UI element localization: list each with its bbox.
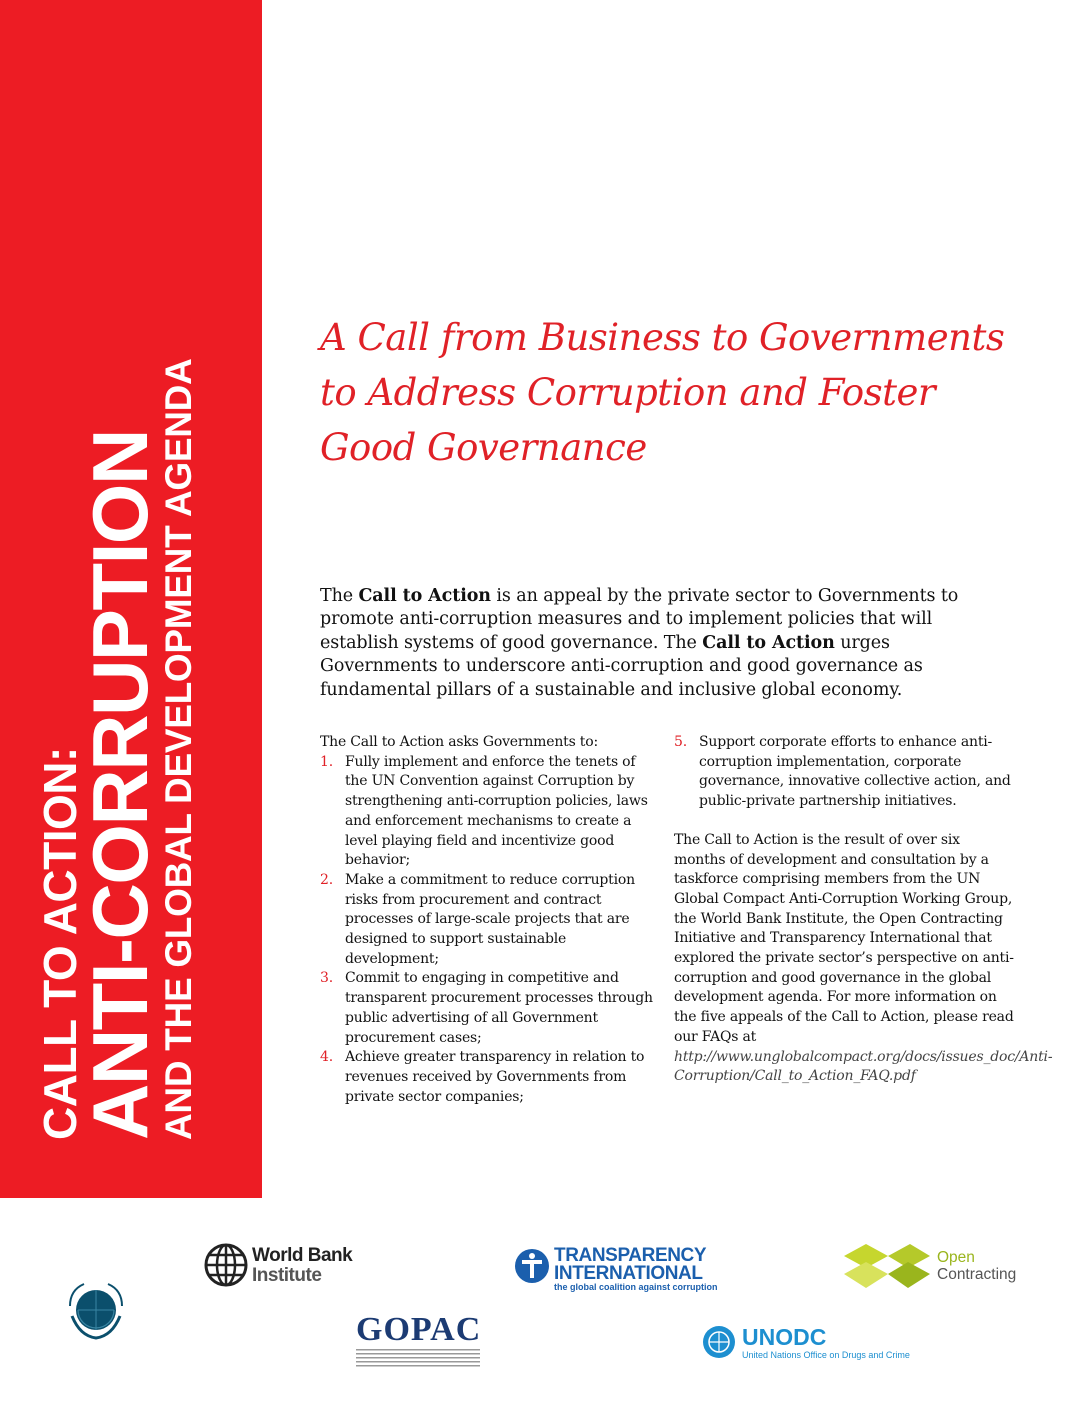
ask-item: [320, 969, 656, 1048]
about-text: The Call to Action is the result of over six months of development and consultation by a taskforce comprising members from the UN Global Compact Anti-Corruption Working Group, the World Bank Institute, the Open Contracting Initiative and Transparency International that explored the private sector’s perspective on anti-corruption and good governance in the global development agenda. For more information on the five appeals of the Call to Action, please read our FAQs at: [674, 831, 1014, 1045]
global-compact-logo: [64, 1280, 128, 1344]
world-bank-institute: Institute: [252, 1265, 322, 1286]
world-bank-logo: [204, 1243, 354, 1291]
title-line-2: ANTI-CORRUPTION: [76, 430, 164, 1140]
unodc-tagline: United Nations Office on Drugs and Crime: [742, 1350, 910, 1360]
intro-paragraph: [320, 585, 1010, 703]
headline-line-3: Good Governance: [320, 426, 647, 469]
vertical-title: [36, 260, 202, 1140]
ask-item: [320, 871, 656, 970]
ask-number: 4.: [320, 1049, 333, 1066]
ask-text: Support corporate efforts to enhance anti-corruption implementation, corporate governance, innovative collective action, and public-private partnership initiatives.: [699, 734, 1011, 810]
intro-bold-1: Call to Action: [358, 585, 491, 606]
ask-text: Commit to engaging in competitive and transparent procurement processes through public advertising of all Government procurement cases;: [345, 970, 653, 1046]
asks-list-continued: [674, 733, 1014, 812]
ti-name-line-1: TRANSPARENCY: [554, 1245, 707, 1266]
intro-text-1: The: [320, 585, 359, 606]
ask-text: Make a commitment to reduce corruption risks from procurement and contract processes of large-scale projects that are designed to support sustainable development;: [345, 871, 635, 967]
asks-column: [320, 733, 656, 1107]
headline: [320, 310, 1020, 475]
right-column: [674, 733, 1053, 1087]
ti-tagline: the global coalition against corruption: [554, 1282, 718, 1292]
world-bank-name: World Bank: [252, 1245, 353, 1266]
ask-number: 1.: [320, 753, 333, 770]
headline-line-1: A Call from Business to Governments: [320, 316, 1005, 359]
about-paragraph: [674, 831, 1053, 1087]
asks-list: [320, 753, 656, 1108]
gopac-fine-print: [356, 1349, 480, 1369]
unodc-logo: [702, 1324, 910, 1365]
ask-text: Achieve greater transparency in relation to revenues received by Governments from private sector companies;: [345, 1049, 645, 1105]
unodc-name: UNODC: [742, 1324, 827, 1350]
side-banner: [0, 0, 262, 1198]
globe-icon: [204, 1243, 248, 1287]
ti-emblem-icon: [514, 1248, 550, 1284]
headline-line-2: to Address Corruption and Foster: [320, 371, 936, 414]
faq-link[interactable]: http://www.unglobalcompact.org/docs/issues_doc/Anti-Corruption/Call_to_Action_FAQ.pdf: [674, 1048, 1053, 1085]
ask-text: Fully implement and enforce the tenets of the UN Convention against Corruption by strengthening anti-corruption policies, laws and enforcement mechanisms to create a level playing field and incentivize good behavior;: [345, 753, 648, 869]
un-emblem-icon: [702, 1325, 736, 1359]
title-line-3: AND THE GLOBAL DEVELOPMENT AGENDA: [158, 358, 199, 1140]
open-contracting-line-2: Contracting: [937, 1266, 1017, 1283]
transparency-international-logo: [514, 1245, 718, 1294]
asks-lead: The Call to Action asks Governments to:: [320, 734, 598, 750]
gopac-name: GOPAC: [356, 1311, 482, 1348]
gopac-logo: [356, 1312, 480, 1372]
open-contracting-logo: [844, 1240, 1044, 1296]
ask-number: 5.: [674, 734, 687, 750]
open-contracting-line-1: Open: [937, 1249, 975, 1266]
ask-item: [320, 1048, 656, 1107]
intro-bold-2: Call to Action: [702, 632, 835, 653]
ask-item: [320, 753, 656, 871]
global-compact-emblem-icon: [64, 1280, 128, 1344]
title-line-1: CALL TO ACTION:: [34, 747, 86, 1140]
ti-name-line-2: INTERNATIONAL: [554, 1263, 703, 1284]
intro-text-3: urges Governments to underscore anti-corruption and good governance as fundamental pillars of a sustainable and inclusive global economy.: [320, 632, 923, 700]
ask-number: 3.: [320, 970, 333, 987]
ask-number: 2.: [320, 871, 333, 888]
intro-text-2: is an appeal by the private sector to Governments to promote anti-corruption measures and to implement policies that will establish systems of good governance. The: [320, 585, 959, 653]
open-contracting-mark-icon: [844, 1244, 930, 1294]
ask-item: [674, 733, 1014, 812]
